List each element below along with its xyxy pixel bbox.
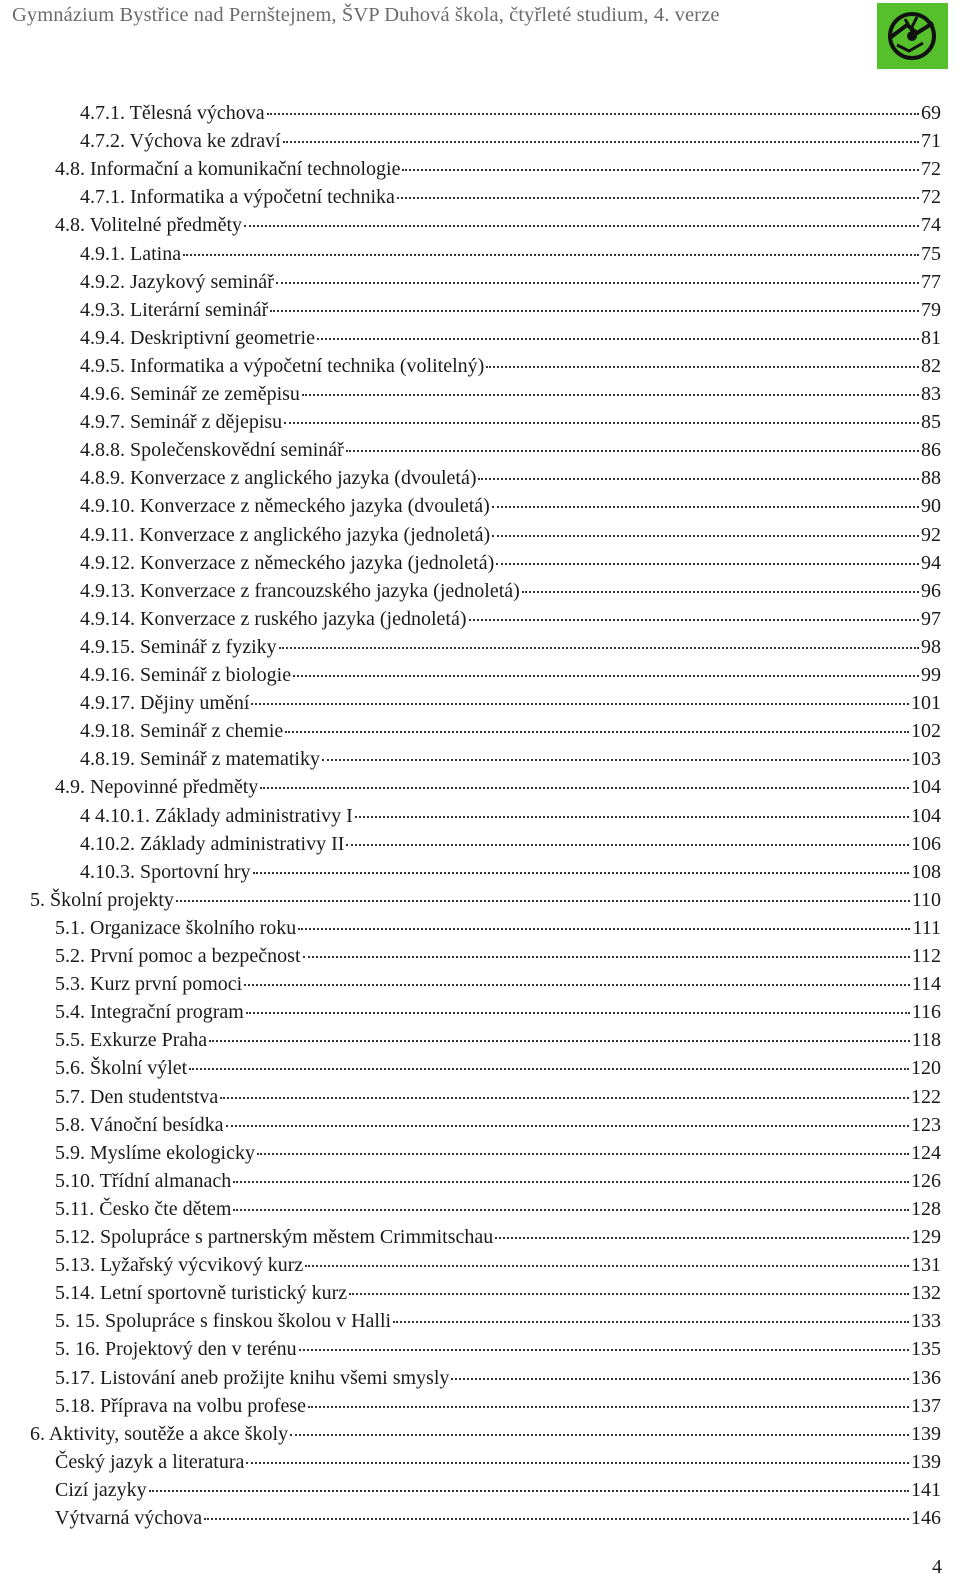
toc-entry[interactable] (80, 803, 941, 831)
dot-leader (253, 872, 909, 874)
toc-entry-page: 74 (921, 214, 941, 236)
dot-leader (293, 675, 919, 677)
toc-entry[interactable] (55, 1336, 941, 1364)
toc-entry-page: 126 (911, 1170, 941, 1192)
toc-entry[interactable] (80, 746, 941, 774)
dot-leader (251, 703, 909, 705)
toc-entry-page: 139 (911, 1423, 941, 1445)
toc-entry[interactable] (80, 128, 941, 156)
toc-entry-page: 133 (911, 1310, 941, 1332)
toc-entry[interactable] (55, 1393, 941, 1421)
page-number: 4 (932, 1556, 942, 1578)
toc-entry[interactable] (55, 1140, 941, 1168)
toc-entry-page: 146 (911, 1507, 941, 1529)
toc-entry-page: 116 (911, 1001, 941, 1023)
toc-entry[interactable] (80, 297, 941, 325)
toc-entry-page: 96 (921, 580, 941, 602)
toc-entry[interactable] (55, 915, 941, 943)
toc-entry[interactable] (55, 156, 941, 184)
dot-leader (299, 1349, 909, 1351)
toc-entry-title: 4.9.15. Seminář z fyziky (80, 636, 277, 658)
toc-entry[interactable] (80, 437, 941, 465)
toc-entry[interactable] (80, 493, 941, 521)
toc-entry-page: 132 (911, 1282, 941, 1304)
toc-entry[interactable] (55, 1112, 941, 1140)
dot-leader (226, 1125, 910, 1127)
toc-entry-page: 108 (911, 861, 941, 883)
dot-leader (176, 900, 910, 902)
dot-leader (246, 1012, 910, 1014)
dot-leader (495, 1237, 909, 1239)
toc-entry-title: 4.9.4. Deskriptivní geometrie (80, 327, 315, 349)
toc-entry-page: 104 (911, 776, 941, 798)
dot-leader (346, 844, 909, 846)
dot-leader (220, 1097, 909, 1099)
toc-entry[interactable] (80, 522, 941, 550)
toc-entry[interactable] (80, 718, 941, 746)
toc-entry[interactable] (80, 634, 941, 662)
toc-entry[interactable] (80, 831, 941, 859)
toc-entry-title: 4.9.13. Konverzace z francouzského jazyka (jednoletá) (80, 580, 520, 602)
toc-entry[interactable] (80, 409, 941, 437)
toc-entry[interactable] (55, 1252, 941, 1280)
toc-entry-title: 4.9.17. Dějiny umění (80, 692, 250, 714)
dot-leader (244, 225, 919, 227)
toc-entry-page: 85 (921, 411, 941, 433)
toc-entry-title: 5.18. Příprava na volbu profese (55, 1395, 307, 1417)
toc-entry-title: 5.5. Exkurze Praha (55, 1029, 208, 1051)
toc-entry-title: 5.6. Školní výlet (55, 1057, 188, 1079)
toc-entry-page: 111 (912, 917, 941, 939)
dot-leader (486, 366, 919, 368)
dot-leader (393, 1321, 909, 1323)
toc-entry-title: 4.9.14. Konverzace z ruského jazyka (jednoletá) (80, 608, 467, 630)
toc-entry[interactable] (55, 774, 941, 802)
dot-leader (469, 619, 920, 621)
toc-entry-title: Český jazyk a literatura (55, 1451, 245, 1473)
toc-entry[interactable] (80, 578, 941, 606)
toc-entry-title: 5.2. První pomoc a bezpečnost (55, 945, 301, 967)
toc-entry-page: 88 (921, 467, 941, 489)
toc-entry-title: 4.7.2. Výchova ke zdraví (80, 130, 281, 152)
toc-entry-title: 5.11. Česko čte dětem (55, 1198, 232, 1220)
toc-entry[interactable] (80, 325, 941, 353)
document-title: Gymnázium Bystřice nad Pernštejnem, ŠVP Duhová škola, čtyřleté studium, 4. verze (12, 4, 720, 26)
toc-entry-page: 129 (911, 1226, 941, 1248)
dot-leader (183, 254, 919, 256)
toc-entry[interactable] (80, 241, 941, 269)
dot-leader (246, 1462, 909, 1464)
toc-entry-page: 103 (911, 748, 941, 770)
toc-entry-title: 4.9.18. Seminář z chemie (80, 720, 284, 742)
toc-entry-page: 71 (921, 130, 941, 152)
dot-leader (317, 338, 919, 340)
dot-leader (279, 647, 919, 649)
dot-leader (492, 506, 919, 508)
toc-entry-title: Cizí jazyky (55, 1479, 147, 1501)
toc-entry-page: 72 (921, 158, 941, 180)
dot-leader (233, 1181, 909, 1183)
toc-entry-title: 4.9. Nepovinné předměty (55, 776, 259, 798)
toc-entry-page: 102 (911, 720, 941, 742)
toc-entry-page: 141 (911, 1479, 941, 1501)
toc-entry-title: 5.3. Kurz první pomoci (55, 973, 243, 995)
dot-leader (204, 1518, 909, 1520)
toc-entry-page: 82 (921, 355, 941, 377)
toc-entry-page: 106 (911, 833, 941, 855)
toc-entry[interactable] (80, 606, 941, 634)
toc-entry[interactable] (55, 1027, 941, 1055)
toc-entry[interactable] (80, 550, 941, 578)
toc-entry-title: 4.9.5. Informatika a výpočetní technika (volitelný) (80, 355, 485, 377)
dot-leader (284, 422, 919, 424)
dot-leader (270, 310, 919, 312)
toc-entry-title: Výtvarná výchova (55, 1507, 203, 1529)
toc-entry-title: 5.8. Vánoční besídka (55, 1114, 224, 1136)
toc-entry-page: 136 (911, 1367, 941, 1389)
toc-entry-title: 5.7. Den studentstva (55, 1086, 219, 1108)
school-emblem-icon (877, 3, 948, 69)
dot-leader (267, 113, 919, 115)
toc-entry-title: 4.8. Informační a komunikační technologie (55, 158, 401, 180)
page-header (0, 0, 960, 70)
toc-entry[interactable] (55, 1365, 941, 1393)
toc-entry[interactable] (80, 100, 941, 128)
dot-leader (260, 787, 909, 789)
dot-leader (492, 535, 919, 537)
toc-entry-title: 5. Školní projekty (30, 889, 174, 911)
toc-entry[interactable] (55, 999, 941, 1027)
toc-entry[interactable] (55, 1280, 941, 1308)
toc-entry[interactable] (80, 184, 941, 212)
toc-entry-page: 86 (921, 439, 941, 461)
toc-entry[interactable] (55, 1196, 941, 1224)
dot-leader (478, 478, 919, 480)
toc-entry-page: 77 (921, 271, 941, 293)
dot-leader (402, 169, 919, 171)
toc-entry-page: 72 (921, 186, 941, 208)
toc-entry-page: 128 (911, 1198, 941, 1220)
toc-entry[interactable] (80, 353, 941, 381)
dot-leader (233, 1209, 909, 1211)
dot-leader (346, 450, 919, 452)
toc-entry[interactable] (55, 1168, 941, 1196)
toc-entry-page: 101 (911, 692, 941, 714)
toc-entry-title: 4.9.7. Seminář z dějepisu (80, 411, 283, 433)
toc-entry-title: 4.8.8. Společenskovědní seminář (80, 439, 344, 461)
toc-entry-title: 4.8. Volitelné předměty (55, 214, 243, 236)
toc-entry[interactable] (55, 971, 941, 999)
dot-leader (308, 1406, 909, 1408)
dot-leader (285, 731, 909, 733)
dot-leader (355, 816, 909, 818)
toc-entry-page: 75 (921, 243, 941, 265)
dot-leader (522, 591, 919, 593)
toc-entry-page: 137 (911, 1395, 941, 1417)
toc-entry-page: 81 (921, 327, 941, 349)
dot-leader (209, 1040, 910, 1042)
toc-entry-page: 124 (911, 1142, 941, 1164)
toc-entry-page: 112 (911, 945, 941, 967)
toc-entry[interactable] (30, 1421, 941, 1449)
toc-entry-page: 110 (911, 889, 941, 911)
toc-entry-title: 4.8.9. Konverzace z anglického jazyka (dvouletá) (80, 467, 477, 489)
toc-entry[interactable] (80, 859, 941, 887)
toc-entry-title: 5. 16. Projektový den v terénu (55, 1338, 297, 1360)
toc-entry[interactable] (80, 465, 941, 493)
toc-entry[interactable] (30, 887, 941, 915)
toc-entry[interactable] (55, 1505, 941, 1533)
toc-entry[interactable] (80, 381, 941, 409)
dot-leader (189, 1068, 909, 1070)
dot-leader (276, 282, 919, 284)
toc-entry-title: 4.9.11. Konverzace z anglického jazyka (jednoletá) (80, 524, 491, 546)
toc-entry-page: 135 (911, 1338, 941, 1360)
toc-entry-title: 6. Aktivity, soutěže a akce školy (30, 1423, 289, 1445)
toc-entry-title: 4.7.1. Tělesná výchova (80, 102, 265, 124)
dot-leader (290, 1434, 909, 1436)
toc-entry-page: 94 (921, 552, 941, 574)
dot-leader (149, 1490, 909, 1492)
toc-entry-page: 99 (921, 664, 941, 686)
dot-leader (322, 759, 909, 761)
emblem-graphic (877, 3, 948, 69)
toc-entry-title: 4.10.3. Sportovní hry (80, 861, 251, 883)
dot-leader (496, 563, 919, 565)
dot-leader (302, 394, 919, 396)
toc-entry-title: 4.8.19. Seminář z matematiky (80, 748, 320, 770)
toc-entry-title: 4.9.3. Literární seminář (80, 299, 269, 321)
toc-entry-title: 5.17. Listování aneb prožijte knihu všemi smysly (55, 1367, 450, 1389)
dot-leader (298, 928, 910, 930)
toc-entry-title: 4 4.10.1. Základy administrativy I (80, 805, 353, 827)
toc-entry-title: 4.9.16. Seminář z biologie (80, 664, 292, 686)
toc-entry[interactable] (55, 943, 941, 971)
toc-entry-title: 5.4. Integrační program (55, 1001, 244, 1023)
toc-entry-page: 118 (911, 1029, 941, 1051)
toc-entry-title: 5.13. Lyžařský výcvikový kurz (55, 1254, 304, 1276)
toc-entry-page: 98 (921, 636, 941, 658)
toc-entry-title: 5. 15. Spolupráce s finskou školou v Halli (55, 1310, 392, 1332)
toc-entry-title: 5.14. Letní sportovně turistický kurz (55, 1282, 348, 1304)
toc-entry-page: 123 (911, 1114, 941, 1136)
dot-leader (349, 1293, 909, 1295)
dot-leader (283, 141, 919, 143)
toc-entry-title: 5.10. Třídní almanach (55, 1170, 232, 1192)
dot-leader (257, 1153, 909, 1155)
toc-entry-page: 104 (911, 805, 941, 827)
toc-entry-page: 122 (911, 1086, 941, 1108)
dot-leader (244, 984, 910, 986)
toc-entry[interactable] (55, 1224, 941, 1252)
toc-entry-title: 4.10.2. Základy administrativy II (80, 833, 345, 855)
toc-entry[interactable] (55, 1055, 941, 1083)
toc-entry[interactable] (55, 1084, 941, 1112)
toc-entry-page: 92 (921, 524, 941, 546)
dot-leader (397, 197, 919, 199)
toc-entry[interactable] (55, 1477, 941, 1505)
dot-leader (303, 956, 910, 958)
toc-entry-title: 4.9.12. Konverzace z německého jazyka (jednoletá) (80, 552, 495, 574)
toc-entry-page: 97 (921, 608, 941, 630)
toc-entry-page: 114 (911, 973, 941, 995)
dot-leader (305, 1265, 909, 1267)
toc-entry-page: 139 (911, 1451, 941, 1473)
toc-entry-title: 5.1. Organizace školního roku (55, 917, 297, 939)
toc-entry-title: 4.9.2. Jazykový seminář (80, 271, 274, 293)
toc-entry-title: 4.9.1. Latina (80, 243, 182, 265)
toc-entry-title: 5.12. Spolupráce s partnerským městem Crimmitschau (55, 1226, 494, 1248)
toc-entry[interactable] (55, 1449, 941, 1477)
toc-entry-page: 79 (921, 299, 941, 321)
toc-entry[interactable] (55, 1308, 941, 1336)
toc-entry-page: 131 (911, 1254, 941, 1276)
toc-entry-title: 4.9.10. Konverzace z německého jazyka (dvouletá) (80, 495, 490, 517)
toc-entry-page: 90 (921, 495, 941, 517)
toc-entry[interactable] (80, 690, 941, 718)
toc-entry-title: 4.9.6. Seminář ze zeměpisu (80, 383, 300, 405)
toc-entry-page: 83 (921, 383, 941, 405)
toc-entry-title: 5.9. Myslíme ekologicky (55, 1142, 255, 1164)
toc-entry-page: 120 (911, 1057, 941, 1079)
toc-entry[interactable] (80, 269, 941, 297)
toc-entry-page: 69 (921, 102, 941, 124)
toc-entry[interactable] (55, 212, 941, 240)
toc-entry[interactable] (80, 662, 941, 690)
toc-entry-title: 4.7.1. Informatika a výpočetní technika (80, 186, 395, 208)
dot-leader (451, 1378, 909, 1380)
